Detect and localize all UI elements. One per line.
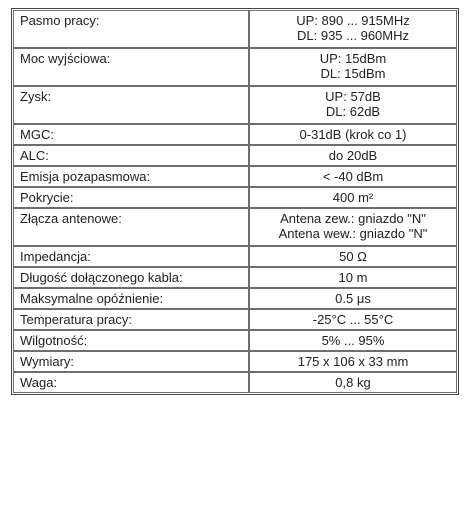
spec-value: UP: 15dBm DL: 15dBm <box>249 48 457 86</box>
spec-table <box>11 8 459 395</box>
spec-label: Moc wyjściowa: <box>13 48 249 86</box>
spec-value: Antena zew.: gniazdo "N" Antena wew.: gniazdo "N" <box>249 208 457 246</box>
spec-value: < -40 dBm <box>249 166 457 187</box>
table-row <box>13 267 457 288</box>
spec-value: 5% ... 95% <box>249 330 457 351</box>
table-row <box>13 10 457 48</box>
spec-label: Długość dołączonego kabla: <box>13 267 249 288</box>
table-row <box>13 86 457 124</box>
table-row <box>13 124 457 145</box>
spec-label: Impedancja: <box>13 246 249 267</box>
spec-value: UP: 57dB DL: 62dB <box>249 86 457 124</box>
table-row <box>13 208 457 246</box>
table-row <box>13 309 457 330</box>
spec-label: ALC: <box>13 145 249 166</box>
spec-value: UP: 890 ... 915MHz DL: 935 ... 960MHz <box>249 10 457 48</box>
spec-value: 400 m² <box>249 187 457 208</box>
spec-label: Pokrycie: <box>13 187 249 208</box>
spec-value: 50 Ω <box>249 246 457 267</box>
spec-label: Wilgotność: <box>13 330 249 351</box>
spec-value: -25°C ... 55°C <box>249 309 457 330</box>
spec-label: MGC: <box>13 124 249 145</box>
table-row <box>13 145 457 166</box>
spec-label: Zysk: <box>13 86 249 124</box>
spec-label: Maksymalne opóźnienie: <box>13 288 249 309</box>
table-row <box>13 351 457 372</box>
table-row <box>13 166 457 187</box>
spec-label: Waga: <box>13 372 249 393</box>
table-row <box>13 48 457 86</box>
spec-value: 0,8 kg <box>249 372 457 393</box>
table-row <box>13 330 457 351</box>
spec-value: 0-31dB (krok co 1) <box>249 124 457 145</box>
spec-value: 10 m <box>249 267 457 288</box>
table-row <box>13 372 457 393</box>
spec-value: do 20dB <box>249 145 457 166</box>
spec-value: 175 x 106 x 33 mm <box>249 351 457 372</box>
table-row <box>13 288 457 309</box>
table-row <box>13 187 457 208</box>
spec-label: Temperatura pracy: <box>13 309 249 330</box>
spec-label: Wymiary: <box>13 351 249 372</box>
spec-label: Emisja pozapasmowa: <box>13 166 249 187</box>
table-row <box>13 246 457 267</box>
spec-label: Pasmo pracy: <box>13 10 249 48</box>
spec-value: 0.5 μs <box>249 288 457 309</box>
spec-label: Złącza antenowe: <box>13 208 249 246</box>
